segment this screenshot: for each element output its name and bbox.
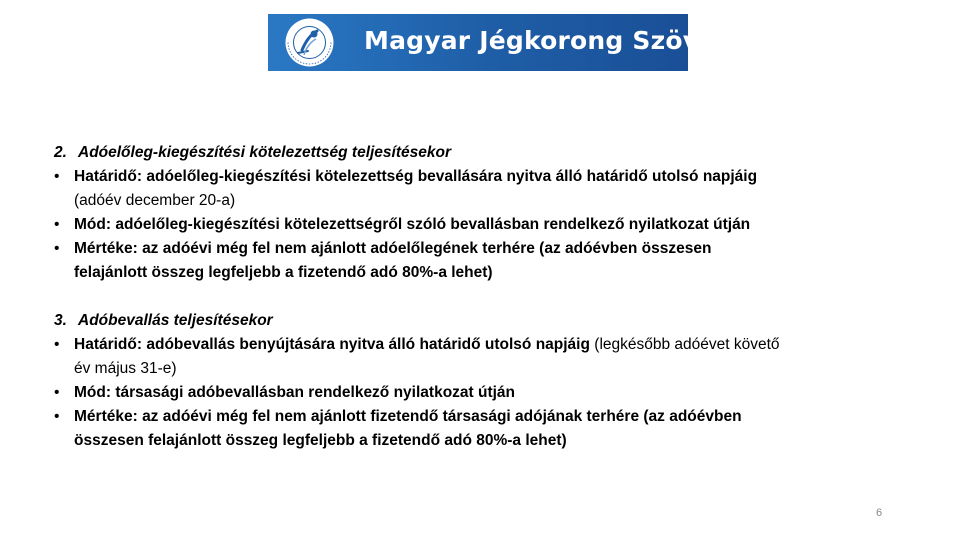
bullet-label: Mód: bbox=[74, 216, 112, 233]
bullet-label: Mértéke: bbox=[74, 240, 138, 257]
bullet-icon: • bbox=[54, 240, 60, 257]
bullet-label: Határidő: bbox=[74, 168, 143, 185]
bullet-text: az adóévi még fel nem ajánlott fizetendő társasági adójának terhére (az adóévben bbox=[142, 408, 742, 425]
slide-content bbox=[54, 141, 904, 453]
bullet-text-continued: összesen felajánlott összeg legfeljebb a fizetendő adó 80%-a lehet) bbox=[74, 432, 567, 449]
bullet-text-continued: év május 31-e) bbox=[74, 360, 177, 377]
list-item bbox=[54, 333, 904, 381]
bullet-label: Határidő: bbox=[74, 336, 143, 353]
page-number: 6 bbox=[876, 507, 883, 519]
logo-text: Magyar Jégkorong Szövetség bbox=[364, 26, 779, 55]
list-item bbox=[54, 381, 904, 405]
section-number: 3. bbox=[54, 312, 67, 329]
bullet-label: Mód: bbox=[74, 384, 112, 401]
section-title bbox=[54, 309, 904, 333]
bullet-text-continued: felajánlott összeg legfeljebb a fizetendő adó 80%-a lehet) bbox=[74, 264, 493, 281]
hockey-player-emblem-icon bbox=[284, 17, 335, 68]
section-number: 2. bbox=[54, 144, 67, 161]
list-item bbox=[54, 165, 904, 213]
bullet-list bbox=[54, 333, 904, 453]
list-item bbox=[54, 213, 904, 237]
bullet-list bbox=[54, 165, 904, 285]
bullet-text: adóelőleg-kiegészítési kötelezettségről szóló bevallásban rendelkező nyilatkozat útján bbox=[115, 216, 751, 233]
bullet-text-continued: (adóév december 20-a) bbox=[74, 192, 236, 209]
bullet-icon: • bbox=[54, 168, 60, 185]
bullet-label: Mértéke: bbox=[74, 408, 138, 425]
bullet-text: az adóévi még fel nem ajánlott adóelőlegének terhére (az adóévben összesen bbox=[142, 240, 712, 257]
bullet-icon: • bbox=[54, 336, 60, 353]
bullet-icon: • bbox=[54, 384, 60, 401]
logo-banner bbox=[268, 14, 779, 71]
bullet-text: adóbevallás benyújtására nyitva álló határidő utolsó napjáig bbox=[146, 336, 590, 353]
bullet-text: adóelőleg-kiegészítési kötelezettség bevallására nyitva álló határidő utolsó napjáig bbox=[146, 168, 758, 185]
list-item bbox=[54, 405, 904, 453]
bullet-text: társasági adóbevallásban rendelkező nyilatkozat útján bbox=[115, 384, 516, 401]
bullet-text-normal: (legkésőbb adóévet követő bbox=[594, 336, 780, 353]
section-title-text: Adóelőleg-kiegészítési kötelezettség teljesítésekor bbox=[78, 144, 451, 161]
list-item bbox=[54, 237, 904, 285]
section-title-text: Adóbevallás teljesítésekor bbox=[78, 312, 273, 329]
section-title bbox=[54, 141, 904, 165]
bullet-icon: • bbox=[54, 216, 60, 233]
bullet-icon: • bbox=[54, 408, 60, 425]
